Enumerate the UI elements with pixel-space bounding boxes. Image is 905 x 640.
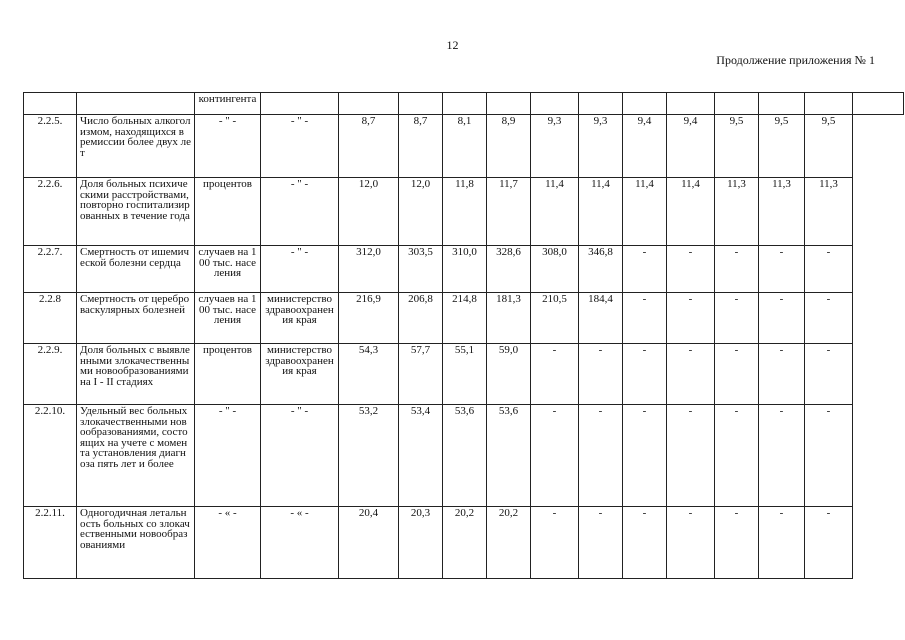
value-cell: 181,3	[487, 293, 531, 344]
value-cell: -	[759, 344, 805, 405]
header-cell	[667, 93, 715, 115]
value-cell: 8,9	[487, 115, 531, 178]
header-cell	[24, 93, 77, 115]
value-cell: -	[759, 405, 805, 507]
header-cell	[805, 93, 853, 115]
value-cell: 53,6	[443, 405, 487, 507]
value-cell: 8,1	[443, 115, 487, 178]
value-cell: -	[531, 405, 579, 507]
value-cell: -	[805, 507, 853, 579]
value-cell: 308,0	[531, 246, 579, 293]
value-cell: 11,4	[623, 178, 667, 246]
value-cell: 20,2	[487, 507, 531, 579]
value-cell: -	[805, 293, 853, 344]
unit-cell: случаев на 100 тыс. населения	[195, 246, 261, 293]
value-cell: -	[667, 293, 715, 344]
value-cell: 214,8	[443, 293, 487, 344]
indicator-code: 2.2.11.	[24, 507, 77, 579]
responsible-cell: - « -	[261, 507, 339, 579]
value-cell: -	[623, 405, 667, 507]
value-cell: -	[623, 344, 667, 405]
value-cell: -	[667, 507, 715, 579]
unit-cell: - " -	[195, 405, 261, 507]
indicator-code: 2.2.6.	[24, 178, 77, 246]
header-cell	[443, 93, 487, 115]
value-cell: 11,4	[531, 178, 579, 246]
value-cell: 9,4	[623, 115, 667, 178]
value-cell: -	[715, 246, 759, 293]
value-cell: 11,3	[759, 178, 805, 246]
responsible-cell: министерство здравоохранения края	[261, 293, 339, 344]
value-cell: 11,7	[487, 178, 531, 246]
value-cell: 12,0	[399, 178, 443, 246]
indicator-name: Доля больных психическими расстройствами, повторно госпитализированных в течение года	[77, 178, 195, 246]
value-cell: 8,7	[399, 115, 443, 178]
value-cell: 9,3	[531, 115, 579, 178]
value-cell: 20,3	[399, 507, 443, 579]
data-table	[23, 92, 904, 579]
value-cell: 11,3	[805, 178, 853, 246]
header-cell	[623, 93, 667, 115]
header-cell	[531, 93, 579, 115]
unit-cell: случаев на 100 тыс. населения	[195, 293, 261, 344]
header-cell	[339, 93, 399, 115]
value-cell: 303,5	[399, 246, 443, 293]
table-row	[24, 246, 904, 293]
header-cell	[759, 93, 805, 115]
header-cell	[261, 93, 339, 115]
value-cell: -	[715, 293, 759, 344]
value-cell: 11,4	[579, 178, 623, 246]
value-cell: 53,2	[339, 405, 399, 507]
header-cell	[579, 93, 623, 115]
value-cell: 53,6	[487, 405, 531, 507]
value-cell: -	[579, 344, 623, 405]
value-cell: -	[759, 293, 805, 344]
responsible-cell: - " -	[261, 178, 339, 246]
value-cell: 11,8	[443, 178, 487, 246]
value-cell: 9,5	[759, 115, 805, 178]
value-cell: -	[623, 246, 667, 293]
value-cell: -	[579, 405, 623, 507]
value-cell: 216,9	[339, 293, 399, 344]
value-cell: -	[805, 344, 853, 405]
indicator-name: Одногодичная летальность больных со злокачественными новообразованиями	[77, 507, 195, 579]
value-cell: 8,7	[339, 115, 399, 178]
value-cell: 328,6	[487, 246, 531, 293]
continuation-note: Продолжение приложения № 1	[716, 53, 875, 67]
value-cell: -	[579, 507, 623, 579]
value-cell: -	[805, 405, 853, 507]
value-cell: -	[667, 246, 715, 293]
header-cell	[853, 93, 904, 115]
responsible-cell: министерство здравоохранения края	[261, 344, 339, 405]
indicator-code: 2.2.9.	[24, 344, 77, 405]
value-cell: -	[667, 405, 715, 507]
continued-header-row	[24, 93, 904, 115]
value-cell: -	[805, 246, 853, 293]
value-cell: 20,2	[443, 507, 487, 579]
unit-cell: - " -	[195, 115, 261, 178]
table-row	[24, 293, 904, 344]
indicator-name: Доля больных с выявленными злокачественными новообразованиями на I - II стадиях	[77, 344, 195, 405]
value-cell: -	[531, 507, 579, 579]
value-cell: 312,0	[339, 246, 399, 293]
value-cell: -	[759, 507, 805, 579]
unit-cell: процентов	[195, 344, 261, 405]
table-row	[24, 344, 904, 405]
indicator-code: 2.2.8	[24, 293, 77, 344]
value-cell: 346,8	[579, 246, 623, 293]
table-row	[24, 507, 904, 579]
responsible-cell: - " -	[261, 405, 339, 507]
indicator-name: Смертность от цереброваскулярных болезней	[77, 293, 195, 344]
value-cell: 59,0	[487, 344, 531, 405]
value-cell: 53,4	[399, 405, 443, 507]
value-cell: -	[715, 405, 759, 507]
value-cell: -	[759, 246, 805, 293]
value-cell: 9,5	[805, 115, 853, 178]
value-cell: 20,4	[339, 507, 399, 579]
header-cell	[715, 93, 759, 115]
responsible-cell: - " -	[261, 115, 339, 178]
indicator-code: 2.2.10.	[24, 405, 77, 507]
value-cell: 9,4	[667, 115, 715, 178]
value-cell: 11,4	[667, 178, 715, 246]
value-cell: -	[715, 344, 759, 405]
value-cell: 12,0	[339, 178, 399, 246]
header-cell	[77, 93, 195, 115]
value-cell: 9,3	[579, 115, 623, 178]
value-cell: -	[531, 344, 579, 405]
value-cell: -	[667, 344, 715, 405]
header-cell	[487, 93, 531, 115]
responsible-cell: - " -	[261, 246, 339, 293]
indicator-code: 2.2.7.	[24, 246, 77, 293]
value-cell: 184,4	[579, 293, 623, 344]
value-cell: 54,3	[339, 344, 399, 405]
value-cell: -	[623, 507, 667, 579]
unit-cell: процентов	[195, 178, 261, 246]
continued-unit-cell: контингента	[195, 93, 261, 115]
value-cell: 55,1	[443, 344, 487, 405]
value-cell: -	[715, 507, 759, 579]
value-cell: 206,8	[399, 293, 443, 344]
value-cell: 11,3	[715, 178, 759, 246]
value-cell: 210,5	[531, 293, 579, 344]
header-cell	[399, 93, 443, 115]
table-row	[24, 115, 904, 178]
indicator-name: Удельный вес больных злокачественными новообразованиями, состоящих на учете с момента установления диагноза пять лет и более	[77, 405, 195, 507]
value-cell: -	[623, 293, 667, 344]
indicator-name: Смертность от ишемической болезни сердца	[77, 246, 195, 293]
table-row	[24, 178, 904, 246]
value-cell: 9,5	[715, 115, 759, 178]
table-row	[24, 405, 904, 507]
unit-cell: - « -	[195, 507, 261, 579]
value-cell: 57,7	[399, 344, 443, 405]
indicator-code: 2.2.5.	[24, 115, 77, 178]
value-cell: 310,0	[443, 246, 487, 293]
indicator-name: Число больных алкоголизмом, находящихся в ремиссии более двух лет	[77, 115, 195, 178]
page-number: 12	[446, 38, 459, 52]
